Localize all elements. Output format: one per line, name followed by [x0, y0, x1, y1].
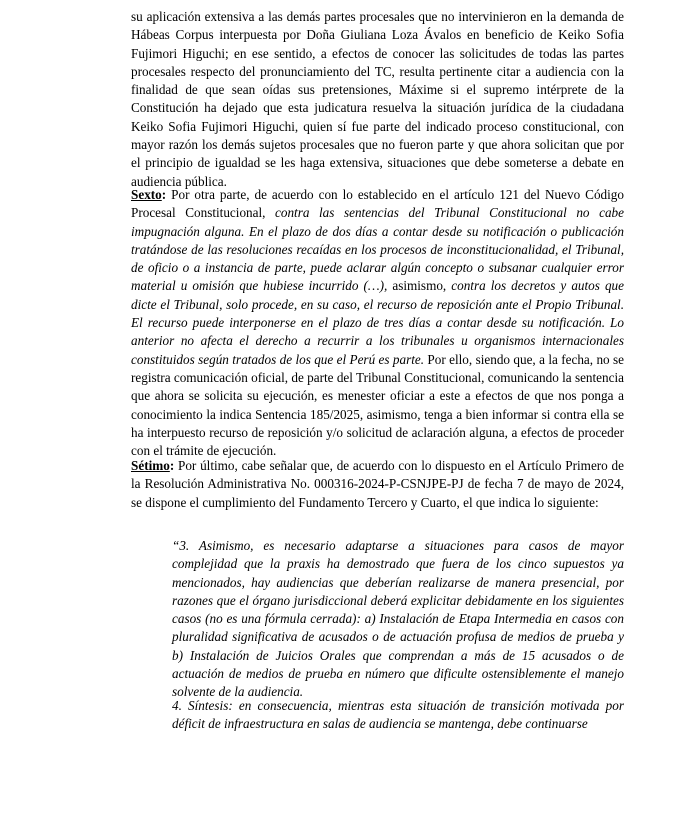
- sexto-heading: Sexto: [131, 187, 162, 202]
- sexto-italic-quote-2: contra los decretos y autos que dicte el Tribunal, solo procede, en su caso, el recurso de reposición ante el Propio Tribunal. El recurso puede interponerse en el plazo de tres días a contar desde su notificación. Lo anterior no afecta el derecho a recurrir a los tribunales u organismos internacionales constituidos según tratados de los que el Perú es parte.: [131, 278, 624, 367]
- setimo-text: Por último, cabe señalar que, de acuerdo con lo dispuesto en el Artículo Primero de la Resolución Administrativa No. 000316-2024-P-CSNJPE-PJ de fecha 7 de mayo de 2024, se dispone el cumplimiento del Fundamento Tercero y Cuarto, el que indica lo siguiente:: [131, 458, 624, 510]
- sexto-italic-quote-1: contra las sentencias del Tribunal Constitucional no cabe impugnación alguna. En el plazo de dos días a contar desde su notificación o publicación tratándose de las resoluciones recaídas en los procesos de inconstitucionalidad, el Tribunal, de oficio o a instancia de parte, puede aclarar algún concepto o subsanar cualquier error material u omisión que hubiese incurrido (…),: [131, 205, 624, 294]
- sexto-text-3: Por ello, siendo que, a la fecha, no se registra comunicación oficial, de parte del Tribunal Constitucional, comunicando la sentencia que ahora se solicita su ejecución, es menester oficiar a este a efectos de que nos ponga a conocimiento la indica Sentencia 185/2025, asimismo, tenga a bien informar si contra ella se ha interpuesto recurso de reposición y/o solicitud de aclaración alguna, a efectos de proceder con el trámite de ejecución.: [131, 351, 625, 459]
- paragraph-setimo: [131, 457, 624, 512]
- paragraph-sexto: [131, 186, 624, 460]
- paragraph-intro: su aplicación extensiva a las demás partes procesales que no intervinieron en la demanda de Hábeas Corpus interpuesta por Doña Giuliana Loza Ávalos en beneficio de Keiko Sofia Fujimori Higuchi; en ese sentido, a efectos de conocer las solicitudes de todas las partes procesales respecto del pronunciamiento del TC, resulta pertinente citar a audiencia con la finalidad de que sean oídas sus pretensiones, Máxime si el supremo intérprete de la Constitución ha dejado que esta judicatura resuelva la situación jurídica de la ciudadana Keiko Sofia Fujimori Higuchi, quien sí fue parte del indicado proceso constitucional, con mayor razón los demás sujetos procesales que no fueron parte y que ahora solicitan que por el principio de igualdad se les haga extensiva, situaciones que debe someterse a debate en audiencia pública.: [131, 9, 624, 189]
- setimo-colon: :: [169, 458, 175, 473]
- quote-fundamento-4: 4. Síntesis: en consecuencia, mientras esta situación de transición motivada por déficit de infraestructura en salas de audiencia se mantenga, debe continuarse: [172, 698, 624, 732]
- quote-fundamento-3: “3. Asimismo, es necesario adaptarse a situaciones para casos de mayor complejidad que la praxis ha demostrado que fuera de los cinco supuestos ya mencionados, hay audiencias que deberían realizarse de manera presencial, por razones que el órgano jurisdiccional deberá explicitar debidamente en los siguientes casos (no es una fórmula cerrada): a) Instalación de Etapa Intermedia en casos con pluralidad significativa de acusados o de actuación profusa de medios de prueba y b) Instalación de Juicios Orales que comprendan a más de 15 acusados o de actuación de medios de prueba en número que dificulte ostensiblemente el manejo solvente de la audiencia.: [172, 538, 624, 700]
- sexto-text-1: Por otra parte, de acuerdo con lo establecido en el artículo 121 del Nuevo Código Procesal Constitucional,: [131, 187, 624, 221]
- setimo-heading: Sétimo: [131, 458, 170, 473]
- sexto-colon: :: [161, 187, 167, 202]
- sexto-text-2: asimismo,: [387, 278, 452, 294]
